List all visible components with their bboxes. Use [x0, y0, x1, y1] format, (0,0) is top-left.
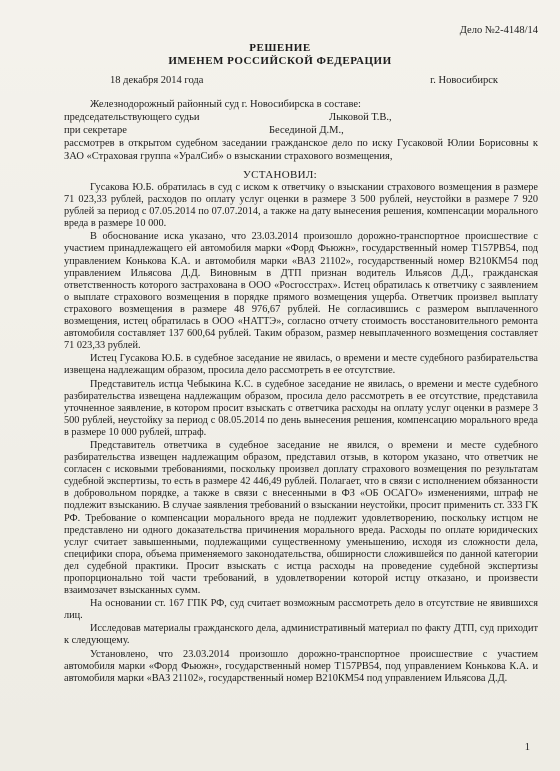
paragraph: Исследовав материалы гражданского дела, административный материал по факту ДТП, суд приходит к следующему.	[64, 623, 538, 647]
section-heading: УСТАНОВИЛ:	[243, 169, 317, 181]
decision-city: г. Новосибирск	[430, 75, 498, 86]
case-description: рассмотрев в открытом судебном заседании гражданское дело по иску Гусаковой Юлии Борисовны к ЗАО «Страховая группа «УралСиб» о взыскании страхового возмещения,	[64, 138, 538, 162]
case-number: Дело №2-4148/14	[459, 25, 538, 36]
paragraph: В обоснование иска указано, что 23.03.2014 произошло дорожно-транспортное происшествие с участием принадлежащего ей автомобиля марки «Форд Фьюжн», государственный номер Т157РВ54, под управлением Конькова К.А. и автомобиля марки «ВАЗ 21102», государственный номер В210КМ54 под управлением Ильясова Д.Д. Виновным в ДТП признан водитель Ильясов Д.Д., гражданская ответственность которого застрахована в ООО «Росгосстрах». Истец обратилась к ответчику с заявлением о выплате страхового возмещения в порядке прямого возмещения ущерба. Ответчик произвел выплату страхового возмещения в размере 48 976,67 рублей. Не согласившись с размером выплаченного возмещения, истец обратилась в ООО «НАТТЭ», согласно отчету стоимость восстановительного ремонта автомобиля составляет 137 600,64 рублей. Таким образом, размер невыплаченного возмещения составляет 71 023,33 рублей.	[64, 231, 538, 352]
document-title: РЕШЕНИЕ	[249, 42, 311, 54]
paragraph: Гусакова Ю.Б. обратилась в суд с иском к ответчику о взыскании страхового возмещения в размере 71 023,33 рублей, расходов по оплату услуг оценки в размере 3 500 рублей, неустойки в размере 7 920 рублей за период с 07.05.2014 по 07.07.2014, а также на дату вынесения решения, компенсации морального вреда в размере 10 000.	[64, 182, 538, 230]
paragraph: Представитель истца Чебыкина К.С. в судебное заседание не явилась, о времени и месте судебного разбирательства извещена надлежащим образом, просила дело рассмотреть в ее отсутствие, представила уточненное заявление, в котором просит взыскать с ответчика расходы на оплату услуг оценки в размере 3 500 рублей, неустойку за период с 08.05.2014 по день вынесения решения, компенсацию морального вреда в размере 10 000 рублей, штраф.	[64, 378, 538, 438]
date-place-line	[110, 75, 498, 86]
judge-name: Лыковой Т.В.,	[329, 112, 392, 123]
court-composition	[64, 98, 538, 163]
judge-label: председательствующего судьи	[64, 112, 200, 123]
judge-row	[64, 111, 538, 124]
paragraph: Истец Гусакова Ю.Б. в судебное заседание не явилась, о времени и месте судебного разбирательства извещена надлежащим образом, просила дело рассмотреть в ее отсутствие.	[64, 353, 538, 377]
paragraph: Представитель ответчика в судебное заседание не явился, о времени и месте судебного разбирательства извещен надлежащим образом, представил отзыв, в котором указано, что ответчик не согласен с исковыми требованиями, поскольку произвел доплату страхового возмещения по результатам судебной экспертизы, то есть в размере 42 446,49 рублей. Полагает, что в связи с исполнением обязанности в добровольном порядке, а также в связи с внесенными в ФЗ «ОБ ОСАГО» изменениями, штраф не подлежит взысканию. В случае заявления требований о взыскании неустойки, просит применить ст. 333 ГК РФ. Требование о компенсации морального вреда не подлежит удовлетворению, поскольку истцом не представлено ни одного доказательства причинения морального вреда. Расходы по оплате юридических услуг считает завышенными, подлежащими существенному уменьшению, исходя из сложности дела, специфики спора, объема применяемого законодательства, обширности сложившейся по данной категории дел судебной практики. Просит взыскать с истца расходы на проведение судебной экспертизы пропорционально той части требований, в удовлетворении которой истцу отказано, и произвести взаимозачет взысканных сумм.	[64, 439, 538, 597]
document-body	[64, 182, 538, 686]
paragraph: Установлено, что 23.03.2014 произошло дорожно-транспортное происшествие с участием автомобиля марки «Форд Фьюжн», государственный номер Т157РВ54, под управлением Конькова К.А. и автомобиля марки «ВАЗ 21102», государственный номер В210КМ54 под управлением Ильясова Д.Д.	[64, 648, 538, 684]
document-subtitle: ИМЕНЕМ РОССИЙСКОЙ ФЕДЕРАЦИИ	[168, 55, 392, 67]
page-number: 1	[524, 742, 530, 753]
secretary-name: Бесединой Д.М.,	[269, 125, 344, 136]
secretary-row	[64, 124, 538, 137]
paragraph: На основании ст. 167 ГПК РФ, суд считает возможным рассмотреть дело в отсутствие не явившихся лиц.	[64, 598, 538, 622]
court-name: Железнодорожный районный суд г. Новосибирска в составе:	[90, 99, 361, 110]
decision-date: 18 декабря 2014 года	[110, 75, 204, 86]
secretary-label: при секретаре	[64, 125, 127, 136]
